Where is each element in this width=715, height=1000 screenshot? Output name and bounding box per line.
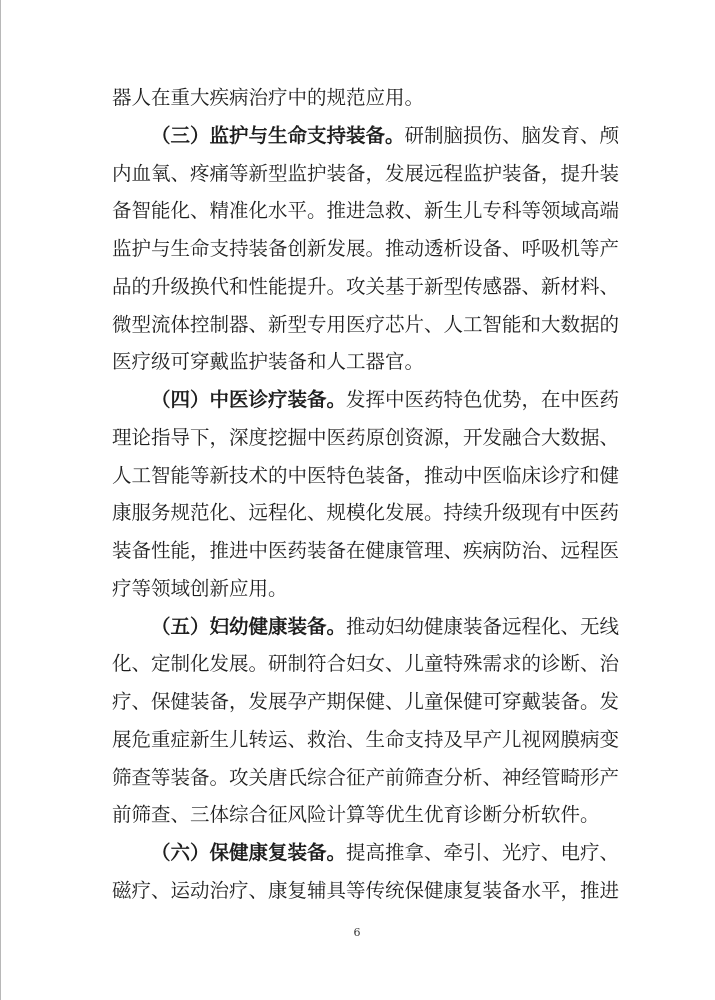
text-line	[112, 536, 620, 566]
line-text: 展危重症新生儿转运、救治、生命支持及早产儿视网膜病变	[112, 727, 620, 751]
line-text: 研制脑损伤、脑发育、颅	[404, 123, 620, 147]
text-line	[112, 763, 620, 793]
line-text: 医疗级可穿戴监护装备和人工器官。	[112, 350, 425, 374]
text-line	[151, 121, 620, 151]
text-line	[112, 423, 620, 453]
line-text: 内血氧、疼痛等新型监护装备，发展远程监护装备，提升装	[112, 161, 620, 185]
text-line	[112, 83, 616, 113]
line-text: 前筛查、三体综合征风险计算等优生优育诊断分析软件。	[112, 803, 600, 827]
text-line	[112, 876, 620, 906]
text-line	[151, 385, 620, 415]
line-text: 理论指导下，深度挖掘中医药原创资源，开发融合大数据、	[112, 425, 620, 449]
line-text: 提高推拿、牵引、光疗、电疗、	[346, 841, 620, 864]
text-line	[151, 612, 620, 642]
line-text: 人工智能等新技术的中医特色装备，推动中医临床诊疗和健	[112, 463, 620, 487]
line-text: 品的升级换代和性能提升。攻关基于新型传感器、新材料、	[112, 274, 620, 298]
text-line	[112, 498, 620, 528]
line-text: 备智能化、精准化水平。推进急救、新生儿专科等领域高端	[112, 199, 620, 223]
text-line	[112, 725, 620, 755]
text-line	[112, 234, 620, 264]
line-text: 装备性能，推进中医药装备在健康管理、疾病防治、远程医	[112, 539, 620, 562]
text-line	[112, 159, 620, 189]
page-number: 6	[353, 926, 361, 939]
text-line	[112, 687, 620, 717]
text-line	[112, 574, 616, 604]
text-line	[112, 347, 616, 377]
line-text: 化、定制化发展。研制符合妇女、儿童特殊需求的诊断、治	[112, 652, 620, 676]
section-heading: （五）妇幼健康装备。	[151, 614, 347, 638]
text-line	[151, 838, 620, 868]
text-line	[112, 800, 616, 830]
line-text: 疗、保健装备，发展孕产期保健、儿童保健可穿戴装备。发	[112, 690, 620, 713]
section-heading: （三）监护与生命支持装备。	[151, 123, 405, 147]
section-heading: （四）中医诊疗装备。	[151, 388, 347, 411]
line-text: 疗等领域创新应用。	[112, 576, 288, 600]
text-line	[112, 272, 620, 302]
text-line	[112, 461, 620, 491]
line-text: 器人在重大疾病治疗中的规范应用。	[112, 86, 425, 109]
text-line	[112, 196, 620, 226]
line-text: 监护与生命支持装备创新发展。推动透析设备、呼吸机等产	[112, 237, 620, 260]
line-text: 推动妇幼健康装备远程化、无线	[346, 614, 620, 638]
line-text: 微型流体控制器、新型专用医疗芯片、人工智能和大数据的	[112, 312, 620, 336]
text-line	[112, 310, 620, 340]
line-text: 筛查等装备。攻关唐氏综合征产前筛查分析、神经管畸形产	[112, 765, 620, 789]
section-heading: （六）保健康复装备。	[151, 841, 347, 864]
text-line	[112, 649, 620, 679]
line-text: 磁疗、运动治疗、康复辅具等传统保健康复装备水平，推进	[112, 878, 620, 902]
page-edge	[0, 0, 1, 1000]
line-text: 发挥中医药特色优势，在中医药	[346, 388, 620, 411]
line-text: 康服务规范化、远程化、规模化发展。持续升级现有中医药	[112, 501, 620, 525]
